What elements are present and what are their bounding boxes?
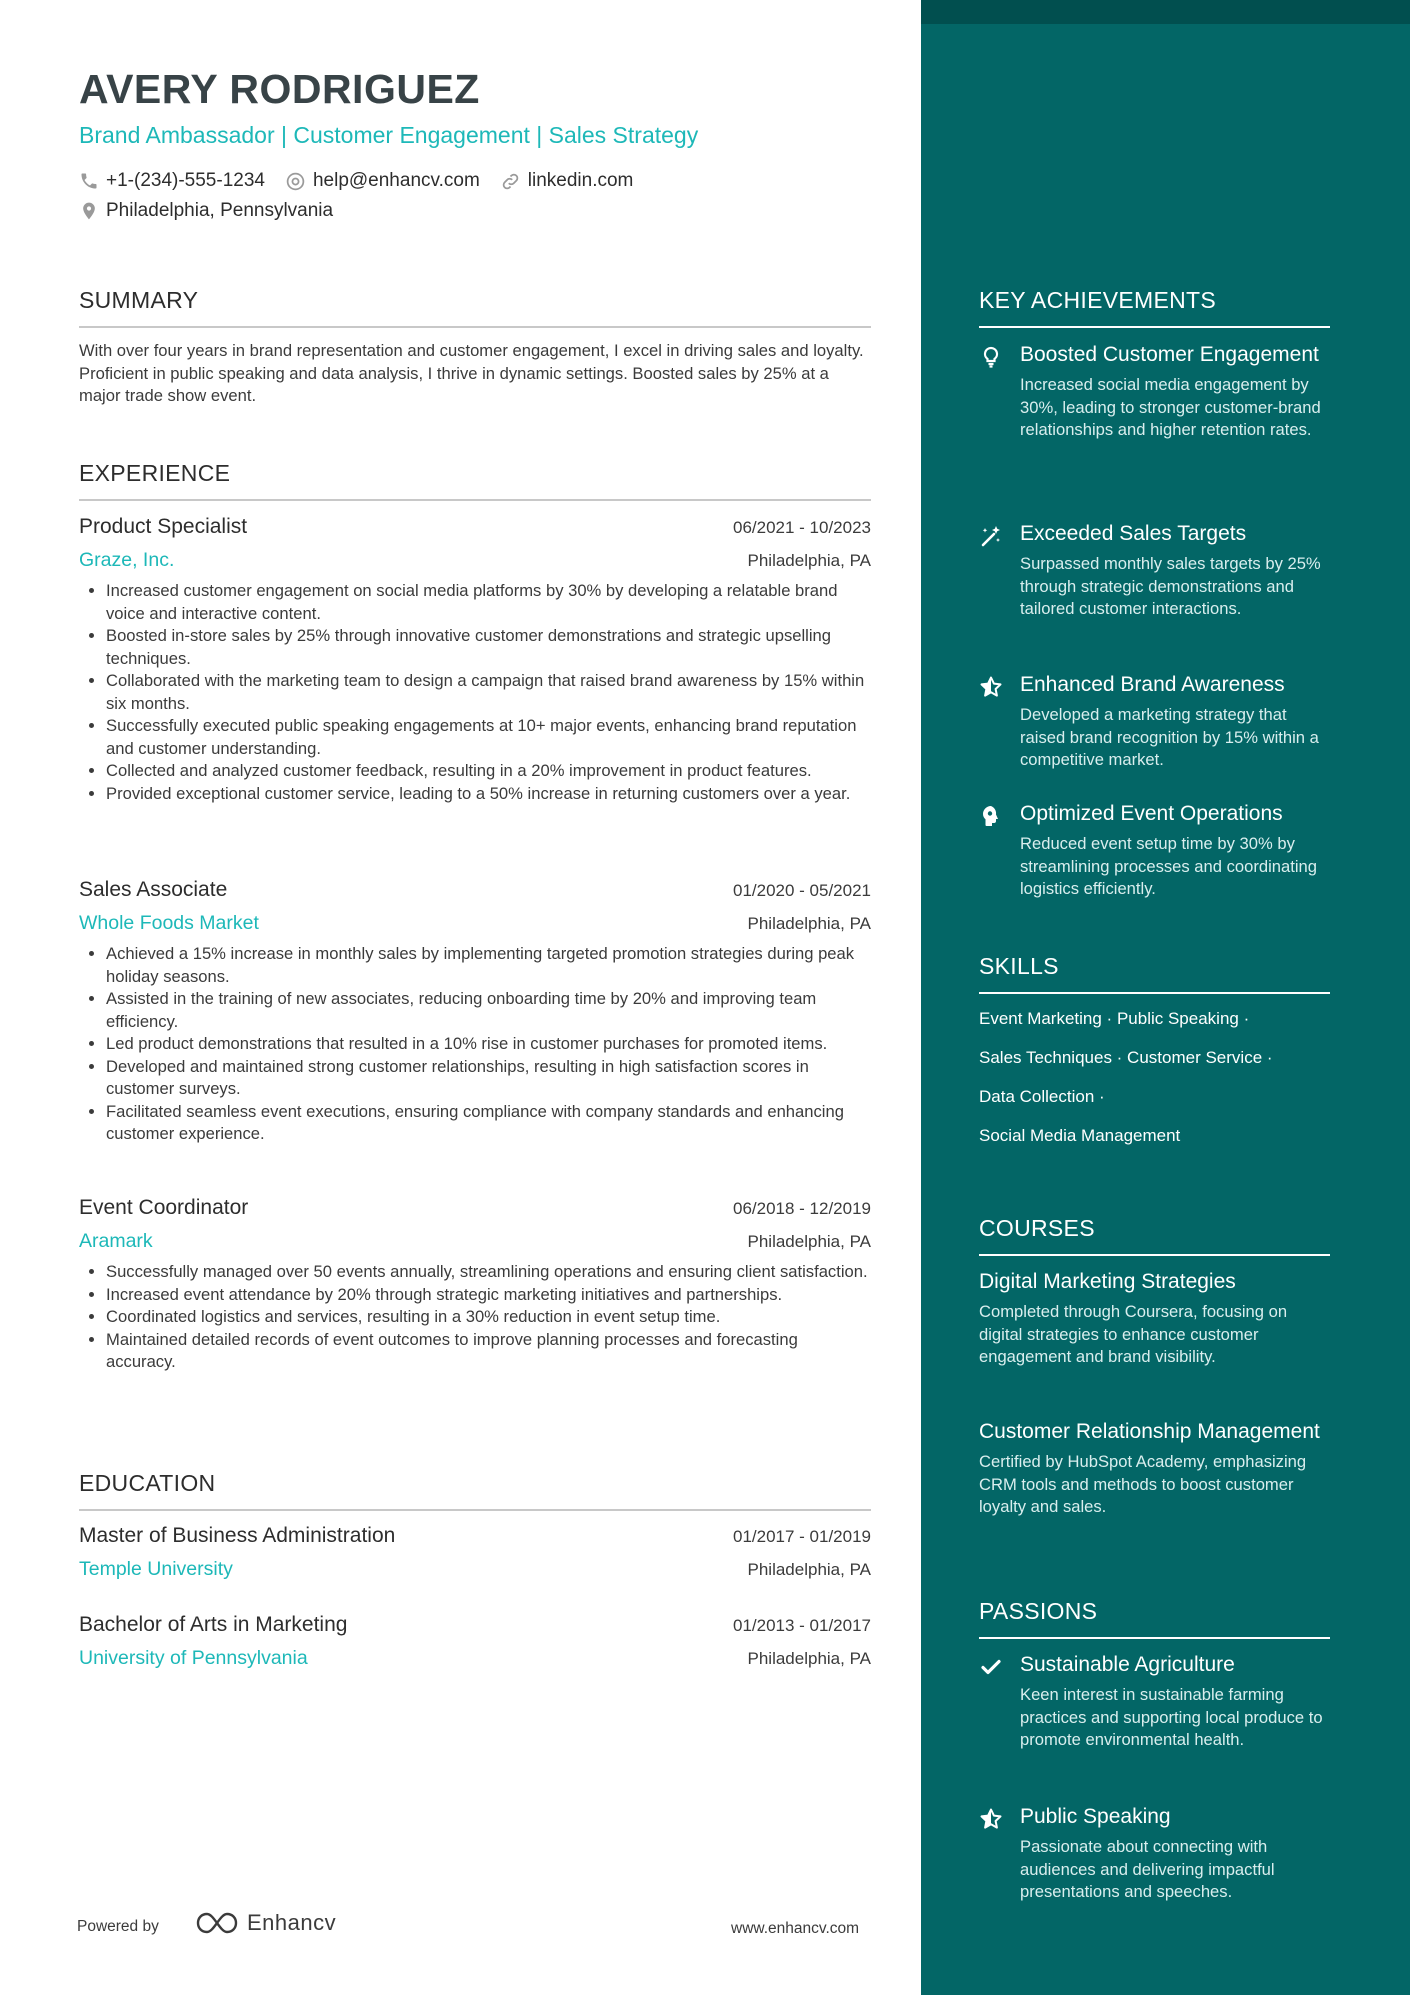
- email-text: help@enhancv.com: [312, 170, 480, 191]
- job-bullet: • Led product demonstrations that resulted in a 10% rise in customer purchases for promoted items.: [106, 1033, 871, 1056]
- summary-text: With over four years in brand representation and customer engagement, I excel in driving sales and loyalty. Proficient in public speaking and data analysis, I thrive in dynamic settings. Boosted sales by 25% at a major trade show event.: [79, 341, 864, 405]
- achievement-title: Boosted Customer Engagement: [1020, 343, 1319, 366]
- skills-title: SKILLS: [979, 953, 1330, 994]
- course-item: [979, 1418, 1330, 1519]
- check-icon: [979, 1655, 1003, 1679]
- linkedin-contact[interactable]: [500, 170, 634, 192]
- education-location: Philadelphia, PA: [747, 1649, 871, 1668]
- phone-contact[interactable]: [79, 170, 265, 192]
- email-contact[interactable]: [285, 170, 480, 192]
- job-bullet: • Provided exceptional customer service, leading to a 50% increase in returning customers over a year.: [106, 783, 871, 806]
- experience-title: EXPERIENCE: [79, 460, 871, 501]
- courses-title: COURSES: [979, 1215, 1330, 1256]
- job-bullets: [79, 1261, 871, 1374]
- achievement-title: Exceeded Sales Targets: [1020, 522, 1247, 545]
- powered-by-label: Powered by: [77, 1918, 159, 1935]
- job-company: Graze, Inc.: [79, 549, 175, 571]
- education-dates: 01/2013 - 01/2017: [732, 1616, 871, 1635]
- achievement-desc: Surpassed monthly sales targets by 25% through strategic demonstrations and tailored customer interactions.: [1020, 554, 1321, 618]
- course-title: Digital Marketing Strategies: [979, 1270, 1236, 1293]
- infinity-logo-icon: [195, 1910, 239, 1936]
- job-bullet: • Facilitated seamless event executions, ensuring compliance with company standards and enhancing customer experience.: [106, 1101, 871, 1146]
- achievement-desc: Developed a marketing strategy that raised brand recognition by 15% within a competitive market.: [1020, 705, 1319, 769]
- location-contact: [79, 200, 333, 222]
- job-bullet: • Successfully executed public speaking engagements at 10+ major events, enhancing brand reputation and customer understanding.: [106, 715, 871, 760]
- at-icon: [285, 171, 306, 192]
- passion-title: Public Speaking: [1020, 1805, 1171, 1828]
- education-school: University of Pennsylvania: [79, 1647, 308, 1669]
- job-bullet: • Assisted in the training of new associates, reducing onboarding time by 20% and improving team efficiency.: [106, 988, 871, 1033]
- passion-item: [979, 1803, 1330, 1904]
- course-item: [979, 1268, 1330, 1369]
- job-dates: 01/2020 - 05/2021: [732, 881, 871, 900]
- education-location: Philadelphia, PA: [747, 1560, 871, 1579]
- job-title: Event Coordinator: [79, 1196, 249, 1219]
- education-entry: [79, 1613, 871, 1670]
- achievement-item: [979, 341, 1330, 442]
- achievement-title: Optimized Event Operations: [1020, 802, 1283, 825]
- achievement-item: [979, 671, 1330, 772]
- job-location: Philadelphia, PA: [747, 551, 871, 570]
- job-dates: 06/2018 - 12/2019: [732, 1199, 871, 1218]
- job-bullet: • Developed and maintained strong customer relationships, resulting in high satisfaction scores in customer surveys.: [106, 1056, 871, 1101]
- education-dates: 01/2017 - 01/2019: [732, 1527, 871, 1546]
- course-desc: Certified by HubSpot Academy, emphasizing CRM tools and methods to boost customer loyalty and sales.: [979, 1452, 1307, 1516]
- job-bullet: • Coordinated logistics and services, resulting in a 30% reduction in event setup time.: [106, 1306, 871, 1329]
- summary-section: [79, 287, 871, 408]
- passions-title: PASSIONS: [979, 1598, 1330, 1639]
- skill-tags: Sales Techniques · Customer Service ·: [979, 1048, 1273, 1067]
- job-dates: 06/2021 - 10/2023: [732, 518, 871, 537]
- achievement-item: [979, 520, 1330, 621]
- passion-desc: Keen interest in sustainable farming practices and supporting local produce to promote environmental health.: [1020, 1685, 1323, 1749]
- job-company: Aramark: [79, 1230, 153, 1252]
- footer-url[interactable]: www.enhancv.com: [731, 1920, 860, 1937]
- star-icon: [979, 1807, 1003, 1831]
- brain-icon: [979, 804, 1003, 828]
- job-bullet: • Successfully managed over 50 events annually, streamlining operations and ensuring client satisfaction.: [106, 1261, 871, 1284]
- candidate-name: AVERY RODRIGUEZ: [79, 66, 480, 112]
- courses-section: [979, 1215, 1330, 1256]
- passion-desc: Passionate about connecting with audiences and delivering impactful presentations and speeches.: [1020, 1837, 1275, 1901]
- education-section: [79, 1470, 871, 1511]
- job-entry: [79, 1196, 871, 1374]
- skill-tags: Social Media Management: [979, 1126, 1181, 1145]
- lightbulb-icon: [979, 345, 1003, 369]
- job-bullets: [79, 943, 871, 1146]
- achievement-desc: Reduced event setup time by 30% by streamlining processes and coordinating logistics efficiently.: [1020, 834, 1318, 898]
- link-icon: [500, 171, 521, 192]
- job-title: Sales Associate: [79, 878, 228, 901]
- job-bullet: • Increased event attendance by 20% through strategic marketing initiatives and partnerships.: [106, 1284, 871, 1307]
- skill-tags: Data Collection ·: [979, 1087, 1105, 1106]
- achievement-desc: Increased social media engagement by 30%, leading to stronger customer-brand relationships and higher retention rates.: [1020, 375, 1321, 439]
- passion-item: [979, 1651, 1330, 1752]
- location-pin-icon: [79, 200, 99, 222]
- course-desc: Completed through Coursera, focusing on digital strategies to enhance customer engagement and brand visibility.: [979, 1302, 1288, 1366]
- contact-row-1: [79, 170, 653, 192]
- phone-text: +1-(234)-555-1234: [106, 170, 265, 191]
- job-location: Philadelphia, PA: [747, 914, 871, 933]
- experience-section: [79, 460, 871, 501]
- candidate-tagline: Brand Ambassador | Customer Engagement | Sales Strategy: [79, 122, 699, 148]
- wand-icon: [979, 524, 1003, 548]
- job-entry: [79, 515, 871, 805]
- job-bullet: • Maintained detailed records of event outcomes to improve planning processes and forecasting accuracy.: [106, 1329, 871, 1374]
- achievement-item: [979, 800, 1330, 901]
- achievement-title: Enhanced Brand Awareness: [1020, 673, 1285, 696]
- job-company: Whole Foods Market: [79, 912, 259, 934]
- skills-section: [979, 953, 1330, 994]
- job-bullets: [79, 580, 871, 805]
- enhancv-logo[interactable]: [195, 1910, 336, 1936]
- job-title: Product Specialist: [79, 515, 248, 538]
- achievements-title: KEY ACHIEVEMENTS: [979, 287, 1330, 328]
- passions-section: [979, 1598, 1330, 1639]
- job-bullet: • Collaborated with the marketing team to design a campaign that raised brand awareness by 15% within six months.: [106, 670, 871, 715]
- education-degree: Master of Business Administration: [79, 1524, 396, 1547]
- summary-title: SUMMARY: [79, 287, 871, 328]
- education-degree: Bachelor of Arts in Marketing: [79, 1613, 348, 1636]
- job-bullet: • Achieved a 15% increase in monthly sales by implementing targeted promotion strategies during peak holiday seasons.: [106, 943, 871, 988]
- education-title: EDUCATION: [79, 1470, 871, 1511]
- job-entry: [79, 878, 871, 1146]
- job-location: Philadelphia, PA: [747, 1232, 871, 1251]
- job-bullet: • Collected and analyzed customer feedback, resulting in a 20% improvement in product features.: [106, 760, 871, 783]
- passion-title: Sustainable Agriculture: [1020, 1653, 1235, 1676]
- sidebar-top-bar: [921, 0, 1410, 24]
- brand-name: Enhancv: [247, 1910, 337, 1935]
- location-text: Philadelphia, Pennsylvania: [106, 200, 334, 221]
- star-icon: [979, 675, 1003, 699]
- phone-icon: [79, 171, 99, 191]
- education-school: Temple University: [79, 1558, 233, 1580]
- course-title: Customer Relationship Management: [979, 1420, 1320, 1443]
- linkedin-text: linkedin.com: [527, 170, 634, 191]
- job-bullet: • Boosted in-store sales by 25% through innovative customer demonstrations and strategic upselling techniques.: [106, 625, 871, 670]
- job-bullet: • Increased customer engagement on social media platforms by 30% by developing a relatable brand voice and interactive content.: [106, 580, 871, 625]
- contact-row-2: [79, 200, 353, 222]
- skill-tags: Event Marketing · Public Speaking ·: [979, 1009, 1250, 1028]
- achievements-section: [979, 287, 1330, 328]
- education-entry: [79, 1524, 871, 1581]
